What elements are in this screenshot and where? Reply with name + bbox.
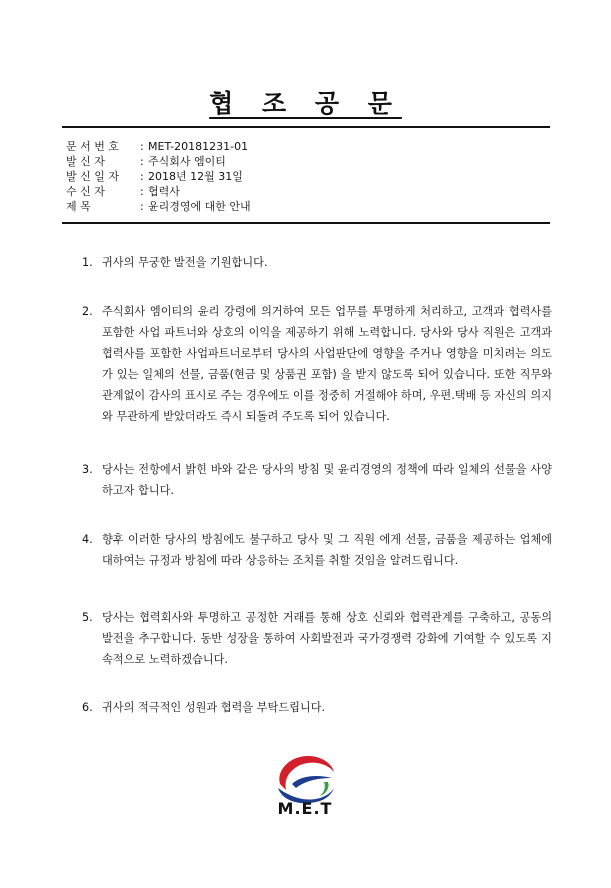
- item-text: 귀사의 무궁한 발전을 기원합니다.: [102, 256, 268, 269]
- meta-value: 주식회사 엠이티: [148, 155, 226, 168]
- meta-label: 발 신 자: [66, 155, 105, 168]
- meta-row-sender: 발 신 자 : 주식회사 엠이티: [66, 155, 226, 168]
- item-text: 주식회사 엠이티의 윤리 강령에 의거하여 모든 업무를 투명하게 처리하고, 고객과 협력사를 포함한 사업 파트너와 상호의 이익을 제공하기 위해 노력합니다. 당사와 당사 직원은 고객과 협력사를 포함한 사업파트너로부터 당사의 사업판단에 영향을 주거나 영향을 미치려는 의도가 있는 일체의 선물, 금품(현금 및 상품권 포함) 을 받지 않도록 되어 있습니다. 또한 직무와 관계없이 감사의 표시로 주는 경우에도 이를 정중히 거절해야 하며, 우편.택배 등 자신의 의지와 무관하게 받았더라도 즉시 되돌려 주도록 되어 있습니다.: [102, 305, 552, 423]
- item-number: 1.: [82, 256, 93, 269]
- list-item: [82, 697, 552, 718]
- meta-row-recipient: 수 신 자 : 협력사: [66, 185, 180, 198]
- meta-value: 협력사: [148, 185, 180, 198]
- item-text: 향후 이러한 당사의 방침에도 불구하고 당사 및 그 직원 에게 선물, 금품을 제공하는 업체에 대하여는 규정과 방침에 따라 상응하는 조치를 취할 것임을 알려드립니다.: [102, 533, 552, 567]
- list-item: [82, 459, 552, 501]
- item-number: 4.: [82, 533, 93, 546]
- meta-label: 수 신 자: [66, 185, 105, 198]
- logo-text: M.E.T: [277, 799, 333, 818]
- meta-label: 문 서 번 호: [66, 140, 119, 153]
- header-rule-bottom: [62, 222, 550, 224]
- item-text: 당사는 전항에서 밝힌 바와 같은 당사의 방침 및 윤리경영의 정책에 따라 일체의 선물을 사양하고자 합니다.: [102, 463, 552, 497]
- meta-label: 제 목: [66, 200, 91, 213]
- list-item: [82, 607, 552, 670]
- list-item: [82, 301, 552, 427]
- item-number: 2.: [82, 305, 93, 318]
- item-number: 5.: [82, 611, 93, 624]
- meta-row-doc-number: 문 서 번 호 : MET-20181231-01: [66, 140, 249, 153]
- document-meta: [66, 139, 546, 214]
- list-item: [82, 529, 552, 571]
- meta-label: 발 신 일 자: [66, 170, 119, 183]
- list-item: [82, 252, 552, 273]
- header-rule-top: [62, 126, 550, 128]
- meta-value: 2018년 12월 31일: [148, 170, 243, 183]
- meta-value: 윤리경영에 대한 안내: [148, 200, 251, 213]
- item-number: 6.: [82, 701, 93, 714]
- item-text: 당사는 협력회사와 투명하고 공정한 거래를 통해 상호 신뢰와 협력관계를 구축하고, 공동의 발전을 추구합니다. 동반 성장을 통하여 사회발전과 국가경쟁력 강화에 기여할 수 있도록 지속적으로 노력하겠습니다.: [102, 611, 552, 666]
- document-title: 협 조 공 문: [209, 89, 402, 118]
- meta-row-subject: 제 목 : 윤리경영에 대한 안내: [66, 200, 251, 213]
- meta-value: MET-20181231-01: [148, 140, 249, 153]
- item-number: 3.: [82, 463, 93, 476]
- item-text: 귀사의 적극적인 성원과 협력을 부탁드립니다.: [102, 701, 326, 714]
- meta-row-send-date: 발 신 일 자 : 2018년 12월 31일: [66, 170, 243, 183]
